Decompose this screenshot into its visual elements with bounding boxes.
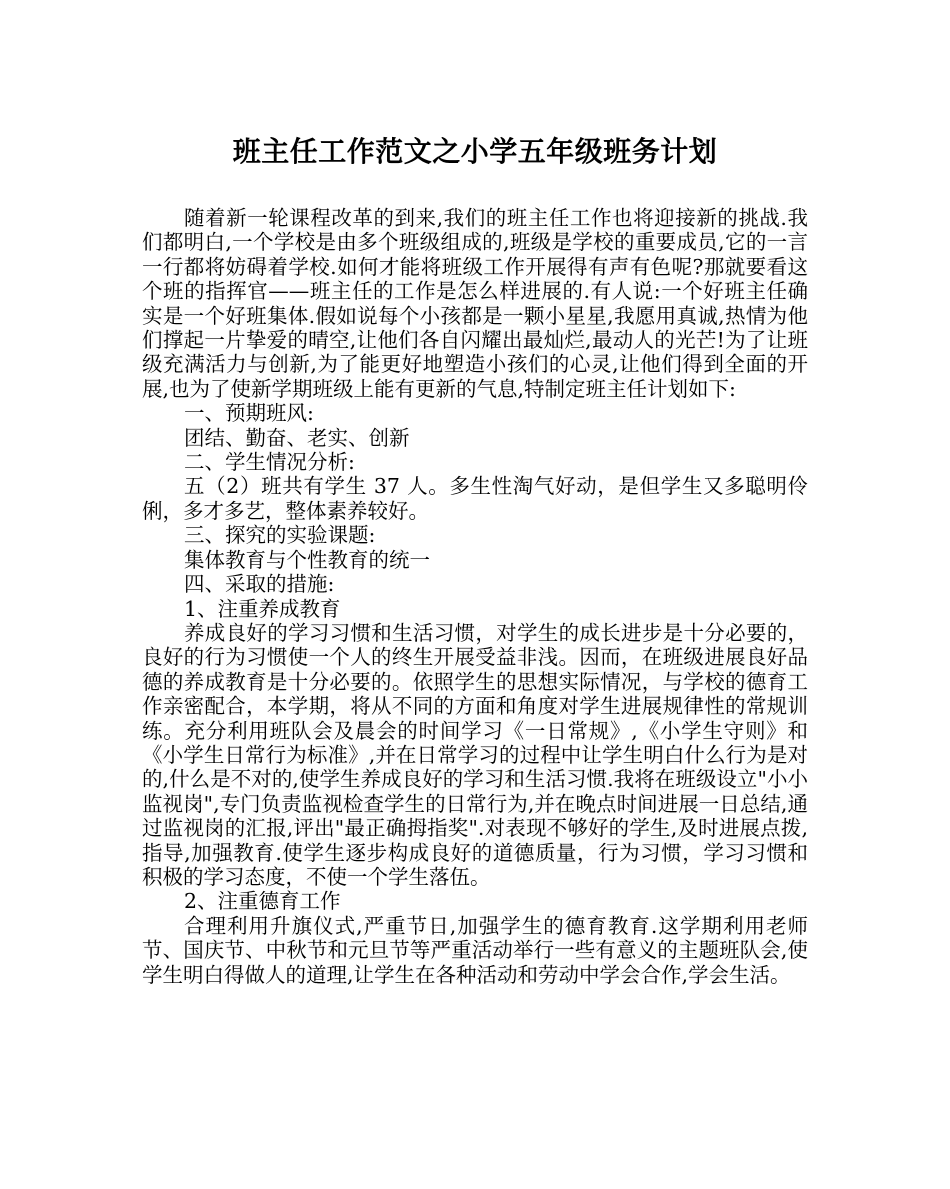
intro-paragraph: 随着新一轮课程改革的到来,我们的班主任工作也将迎接新的挑战.我们都明白,一个学校是由多个班级组成的,班级是学校的重要成员,它的一言一行都将妨碍着学校.如何才能将班级工作开展得有声有色呢?那就要看这个班的指挥官——班主任的工作是怎么样进展的.有人说:一个好班主任确实是一个好班集体.假如说每个小孩都是一颗小星星,我愿用真诚,热情为他们撑起一片挚爱的晴空,让他们各自闪耀出最灿烂,最动人的光芒!为了让班级充满活力与创新,为了能更好地塑造小孩们的心灵,让他们得到全面的开展,也为了使新学期班级上能有更新的气息,特制定班主任计划如下:: [142, 206, 808, 401]
moral-education-paragraph: 合理利用升旗仪式,严重节日,加强学生的德育教育.这学期利用老师节、国庆节、中秋节和元旦节等严重活动举行一些有意义的主题班队会,使学生明白得做人的道理,让学生在各种活动和劳动中学会合作,学会生活。: [142, 913, 808, 987]
habit-education-paragraph: 养成良好的学习习惯和生活习惯，对学生的成长进步是十分必要的，良好的行为习惯使一个人的终生开展受益非浅。因而，在班级进展良好品德的养成教育是十分必要的。依照学生的思想实际情况，与学校的德育工作亲密配合，本学期，将从不同的方面和角度对学生进展规律性的常规训练。充分利用班队会及晨会的时间学习《一日常规》,《小学生守则》和《小学生日常行为标准》,并在日常学习的过程中让学生明白什么行为是对的,什么是不对的,使学生养成良好的学习和生活习惯.我将在班级设立"小小监视岗",专门负责监视检查学生的日常行为,并在晚点时间进展一日总结,通过监视岗的汇报,评出"最正确拇指奖".对表现不够好的学生,及时进展点拨,指导,加强教育.使学生逐步构成良好的道德质量，行为习惯，学习习惯和积极的学习态度，不使一个学生落伍。: [142, 620, 808, 889]
section-heading-research-topic: 三、探究的实验课题:: [184, 523, 376, 548]
document-title: 班主任工作范文之小学五年级班务计划: [232, 135, 718, 168]
subheading-moral-education: 2、注重德育工作: [184, 889, 341, 914]
research-topic-text: 集体教育与个性教育的统一: [184, 547, 430, 572]
class-style-text: 团结、勤奋、老实、创新: [184, 425, 410, 450]
document-body: [142, 206, 808, 987]
student-analysis-text: 五（2）班共有学生 37 人。多生性淘气好动，是但学生又多聪明伶俐，多才多艺，整体素养较好。: [142, 474, 808, 523]
section-heading-student-analysis: 二、学生情况分析:: [184, 450, 355, 475]
section-heading-measures: 四、采取的措施:: [184, 572, 335, 597]
subheading-habit-education: 1、注重养成教育: [184, 596, 341, 621]
section-heading-class-style: 一、预期班风:: [184, 401, 314, 426]
